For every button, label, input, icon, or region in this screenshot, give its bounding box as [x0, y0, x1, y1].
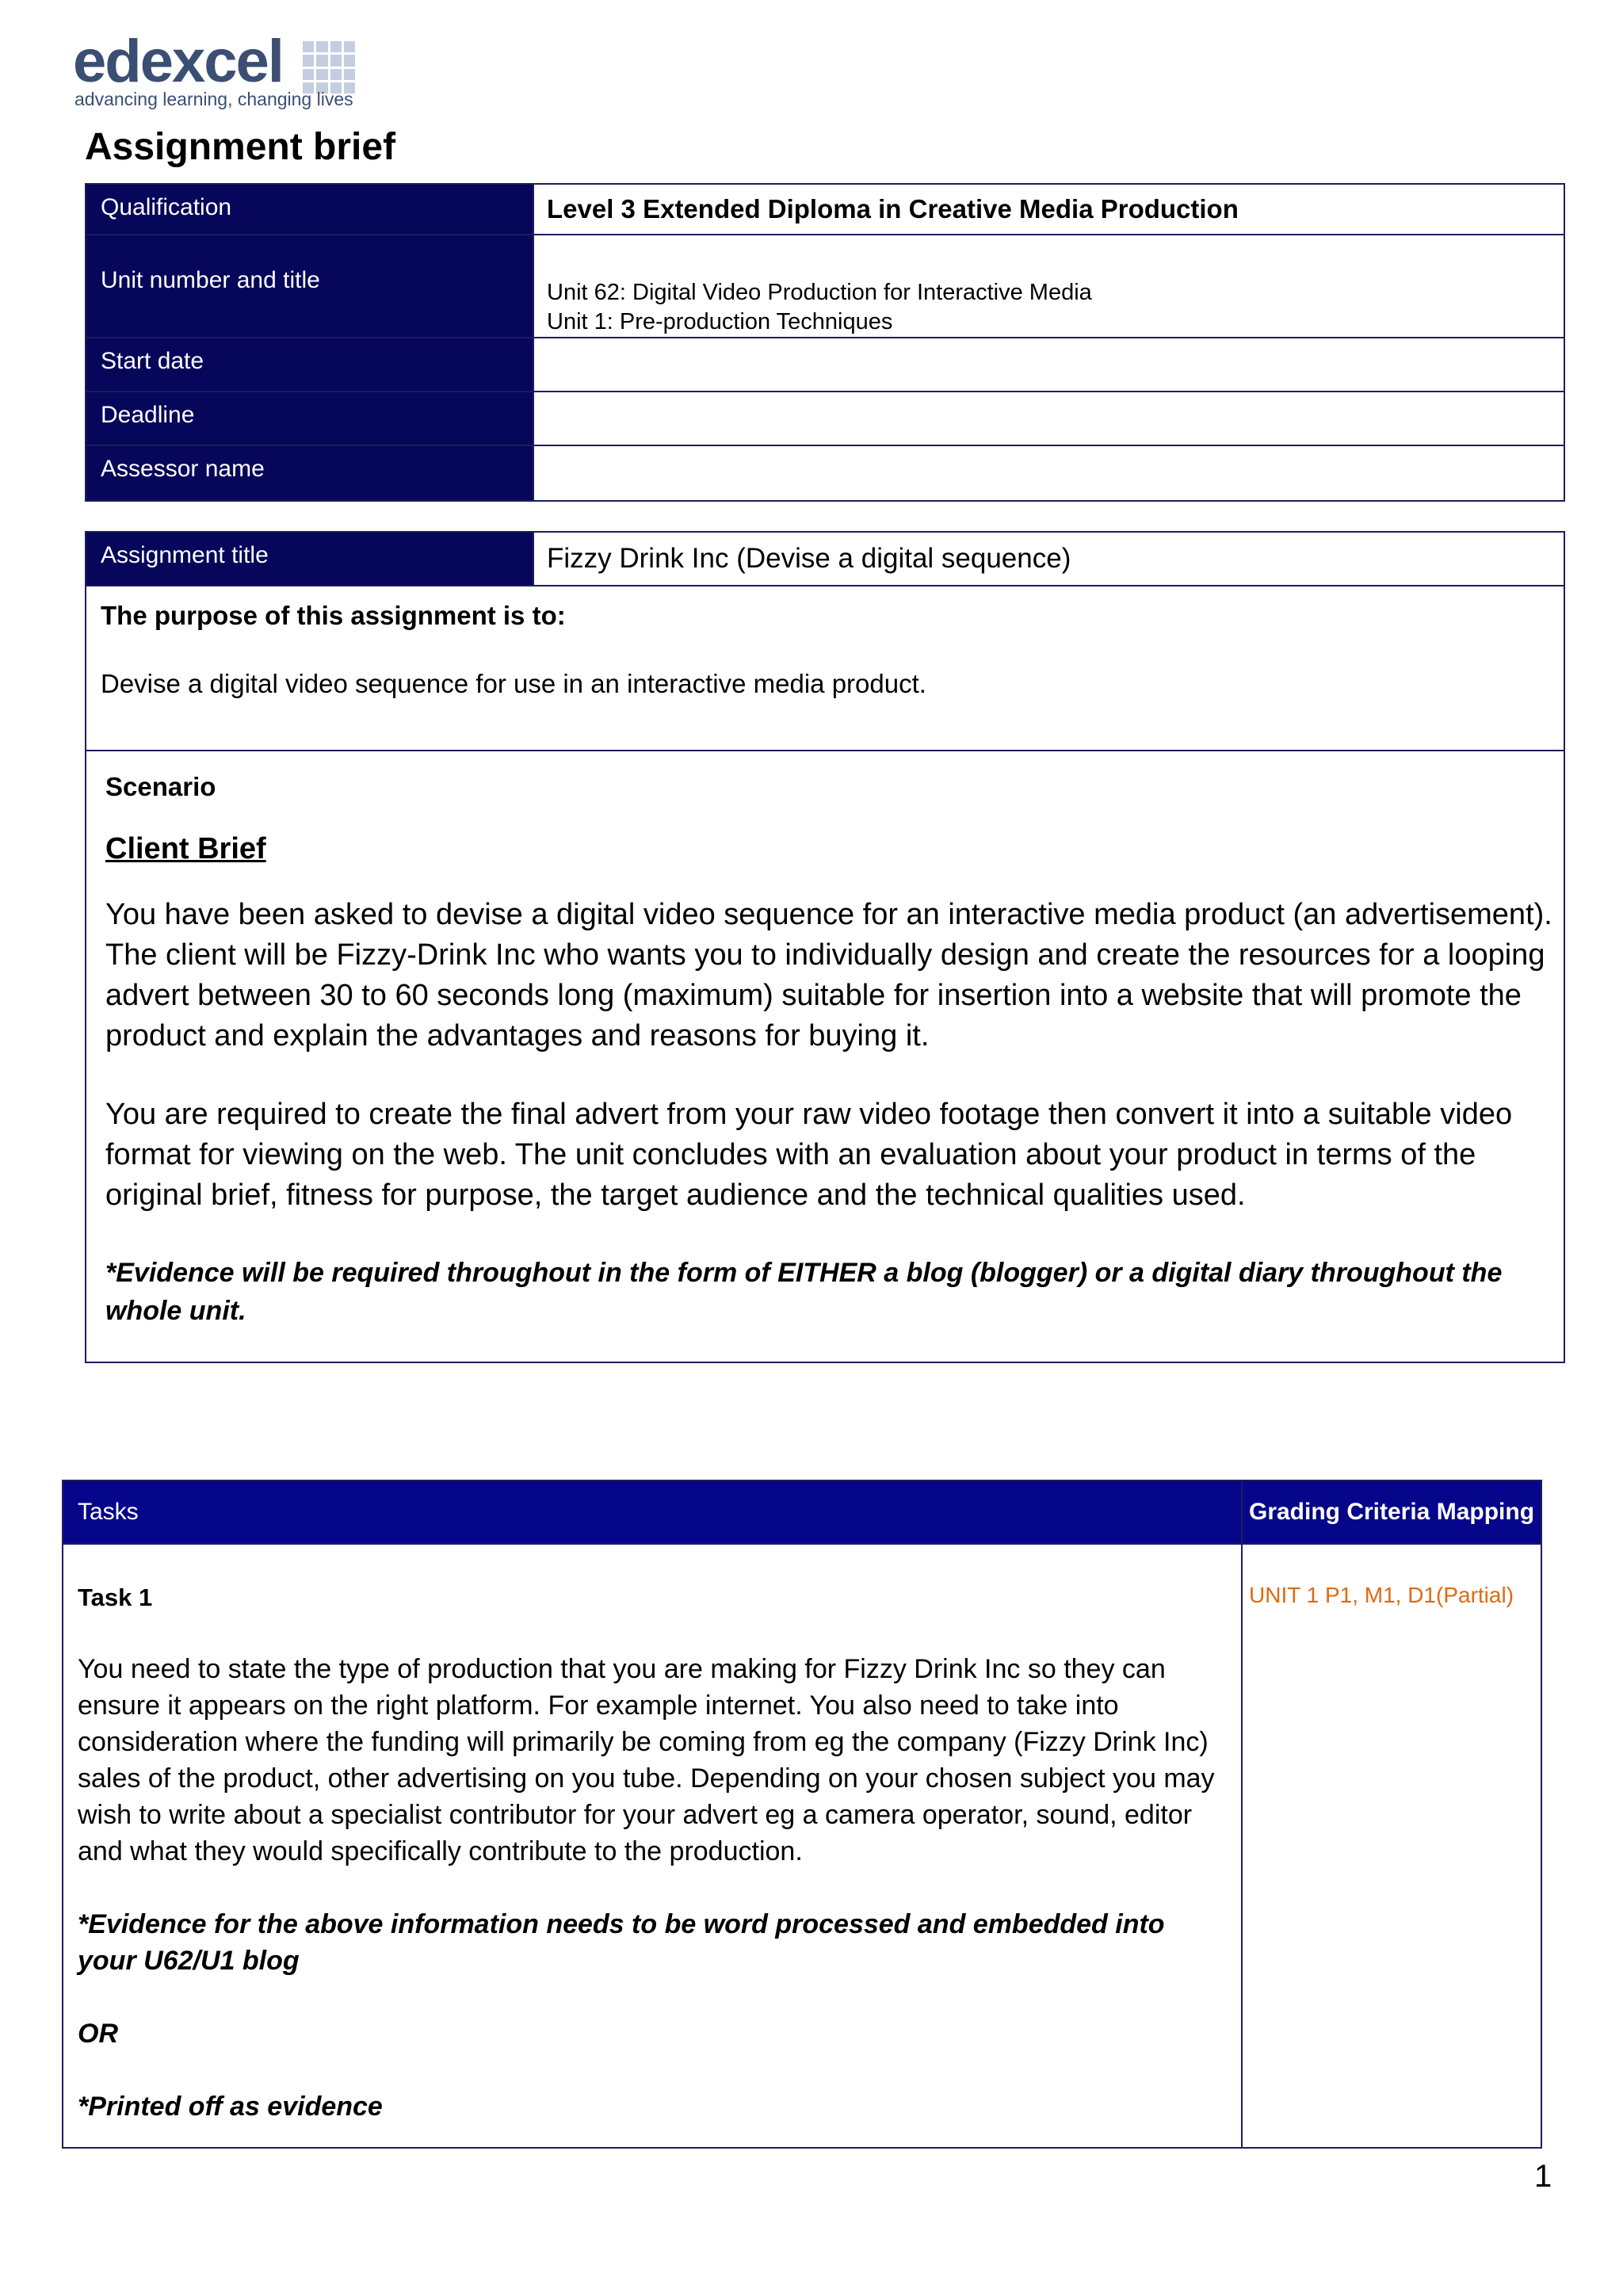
assignment-table [85, 531, 1565, 1363]
logo-tagline: advancing learning, changing lives [74, 89, 353, 109]
assessor-label: Assessor name [86, 445, 533, 501]
scenario-paragraph-2: You are required to create the final advert from your raw video footage then convert it into a suitable video format for viewing on the web. The unit concludes with an evaluation about your product in terms of the original brief, fitness for purpose, the target audience and the technical qualities used. [105, 1098, 1513, 1212]
unit-line-2: Unit 1: Pre-production Techniques [547, 309, 893, 334]
deadline-label: Deadline [86, 392, 533, 445]
task-1-printed: *Printed off as evidence [78, 2092, 383, 2122]
purpose-section [86, 586, 1564, 751]
qualification-value: Level 3 Extended Diploma in Creative Media Production [533, 184, 1564, 235]
edexcel-logo-grid-icon [303, 41, 355, 94]
task-1-or: OR [78, 2019, 118, 2049]
task-1-cell [63, 1544, 1242, 2148]
unit-line-1: Unit 62: Digital Video Production for Interactive Media [547, 280, 1092, 305]
page-number: 1 [1534, 2159, 1552, 2194]
purpose-text: Devise a digital video sequence for use in an interactive media product. [101, 669, 926, 698]
deadline-value [533, 392, 1564, 445]
unit-label: Unit number and title [86, 235, 533, 338]
scenario-section [86, 751, 1564, 1362]
purpose-heading: The purpose of this assignment is to: [101, 601, 566, 630]
scenario-evidence-note: *Evidence will be required throughout in the form of EITHER a blog (blogger) or a digital diary throughout the whole unit. [105, 1258, 1503, 1326]
task-1-evidence: *Evidence for the above information needs to be word processed and embedded into your U62/U1 blog [78, 1909, 1165, 1976]
qualification-label: Qualification [86, 184, 533, 235]
info-table [85, 183, 1565, 502]
assessor-value [533, 445, 1564, 501]
assignment-title-value: Fizzy Drink Inc (Devise a digital sequence) [533, 532, 1564, 586]
start-date-label: Start date [86, 338, 533, 392]
tasks-header: Tasks [63, 1480, 1242, 1544]
task-1-grading: UNIT 1 P1, M1, D1(Partial) [1242, 1544, 1541, 2148]
page-title: Assignment brief [85, 126, 396, 168]
scenario-paragraph-1: You have been asked to devise a digital video sequence for an interactive media product (an advertisement). The client will be Fizzy-Drink Inc who wants you to individually design and create the resources for a looping advert between 30 to 60 seconds long (maximum) suitable for insertion into a website that will promote the product and explain the advantages and reasons for buying it. [105, 898, 1552, 1052]
start-date-value [533, 338, 1564, 392]
unit-value [533, 235, 1564, 338]
tasks-table [62, 1480, 1542, 2149]
grading-header: Grading Criteria Mapping [1242, 1480, 1541, 1544]
scenario-label: Scenario [105, 772, 216, 801]
task-1-body: You need to state the type of production that you are making for Fizzy Drink Inc so they can ensure it appears on the right platform. For example internet. You also need to take into consideration where the funding will primarily be coming from eg the company (Fizzy Drink Inc) sales of the product, other advertising on you tube. Depending on your chosen subject you may wish to write about a specialist contributor for your advert eg a camera operator, sound, editor and what they would specifically contribute to the production. [78, 1654, 1215, 1866]
task-1-title: Task 1 [78, 1584, 153, 1611]
client-brief-heading: Client Brief [105, 832, 266, 865]
assignment-title-label: Assignment title [86, 532, 533, 586]
edexcel-logo: edexcel [73, 28, 283, 95]
